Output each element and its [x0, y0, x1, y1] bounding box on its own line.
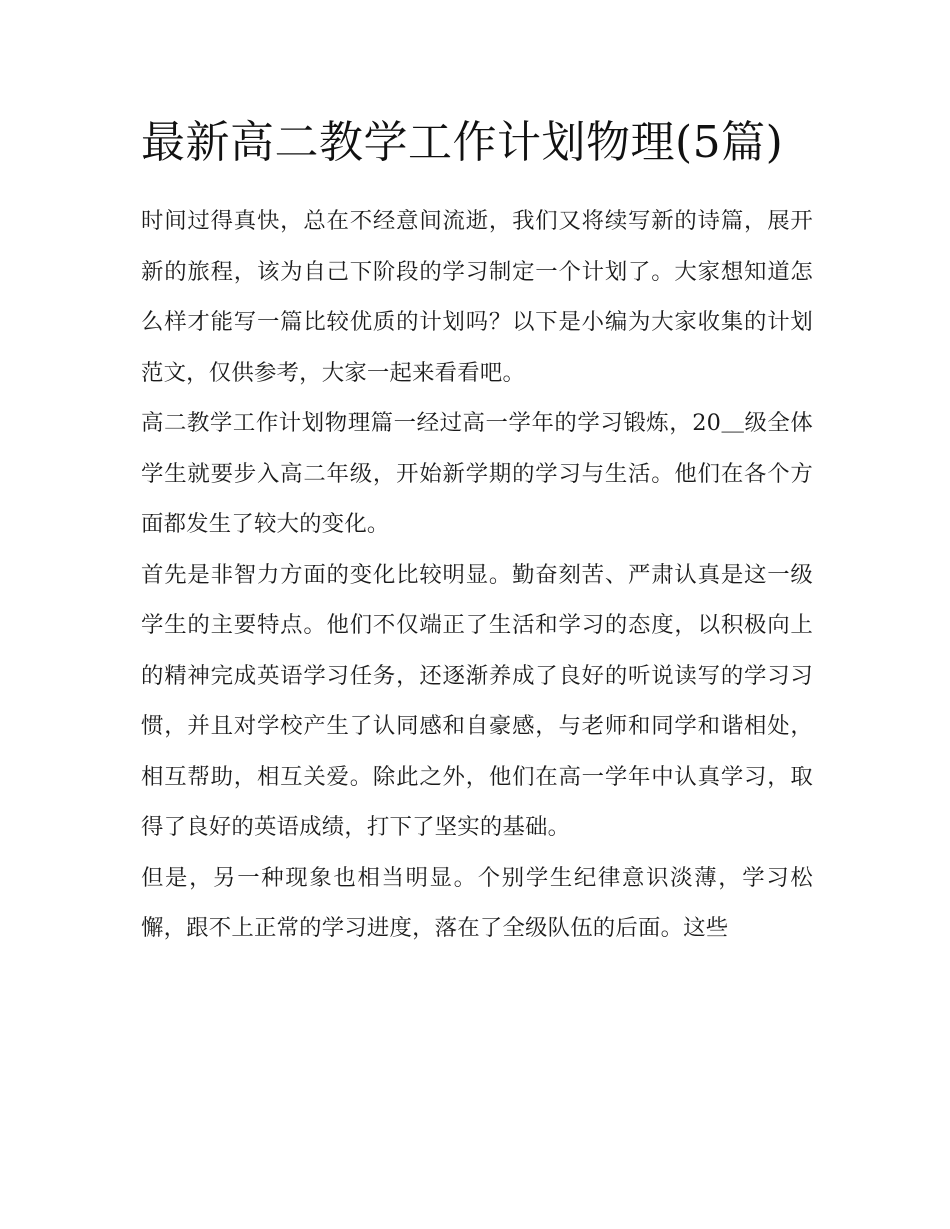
paragraph-other-phenomenon: 但是，另一种现象也相当明显。个别学生纪律意识淡薄，学习松懈，跟不上正常的学习进度，落在了全级队伍的后面。这些 — [141, 864, 813, 941]
document-body — [141, 112, 813, 954]
document-title: 最新高二教学工作计划物理(5篇) — [141, 117, 784, 168]
paragraph-intro: 时间过得真快，总在不经意间流逝，我们又将续写新的诗篇，展开新的旅程，该为自己下阶段的学习制定一个计划了。大家想知道怎么样才能写一篇比较优质的计划吗？以下是小编为大家收集的计划范文，仅供参考，大家一起来看看吧。 — [141, 208, 813, 386]
paragraph-non-intellectual-changes: 首先是非智力方面的变化比较明显。勤奋刻苦、严肃认真是这一级学生的主要特点。他们不仅端正了生活和学习的态度，以积极向上的精神完成英语学习任务，还逐渐养成了良好的听说读写的学习习惯，并且对学校产生了认同感和自豪感，与老师和同学和谐相处，相互帮助，相互关爱。除此之外，他们在高一学年中认真学习，取得了良好的英语成绩，打下了坚实的基础。 — [141, 561, 813, 840]
paragraph-section-one: 高二教学工作计划物理篇一经过高一学年的学习锻炼，20＿级全体学生就要步入高二年级，开始新学期的学习与生活。他们在各个方面都发生了较大的变化。 — [141, 410, 813, 537]
